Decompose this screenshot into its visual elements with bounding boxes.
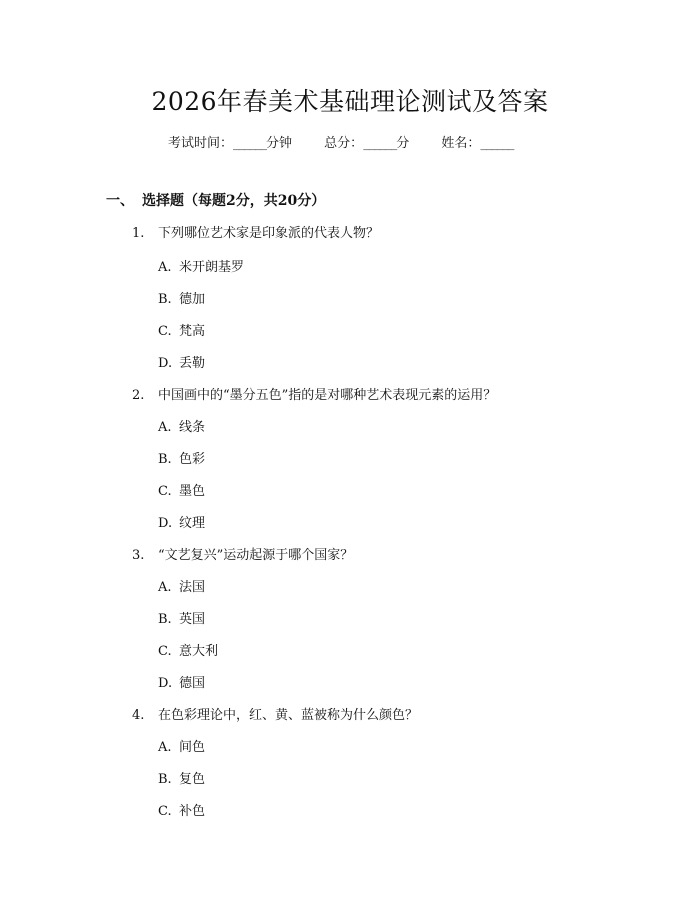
exam-time-unit: 分钟 bbox=[266, 136, 293, 151]
question-text: 下列哪位艺术家是印象派的代表人物？ bbox=[158, 226, 380, 241]
option-letter: A. bbox=[158, 580, 172, 595]
q1-option-a bbox=[158, 256, 244, 275]
question-number: 2. bbox=[132, 388, 145, 403]
q4-option-c bbox=[158, 800, 205, 819]
option-text: 德加 bbox=[179, 292, 206, 307]
option-text: 纹理 bbox=[179, 516, 206, 531]
option-text: 间色 bbox=[179, 740, 206, 755]
option-letter: B. bbox=[158, 772, 172, 787]
option-letter: A. bbox=[158, 260, 172, 275]
section-heading bbox=[106, 190, 325, 210]
total-score-blank: ______ bbox=[363, 136, 397, 151]
q3-option-a bbox=[158, 576, 205, 595]
exam-time bbox=[168, 136, 292, 151]
question-number: 3. bbox=[132, 548, 145, 563]
option-text: 色彩 bbox=[179, 452, 206, 467]
option-text: 补色 bbox=[179, 804, 206, 819]
q3-option-c bbox=[158, 640, 218, 659]
option-text: 米开朗基罗 bbox=[179, 260, 245, 275]
option-letter: D. bbox=[158, 356, 173, 371]
q1-option-c bbox=[158, 320, 205, 339]
option-text: 线条 bbox=[179, 420, 206, 435]
option-letter: B. bbox=[158, 292, 172, 307]
q2-option-d bbox=[158, 512, 205, 531]
exam-meta bbox=[168, 132, 541, 151]
option-text: 英国 bbox=[179, 612, 206, 627]
q4-option-b bbox=[158, 768, 205, 787]
option-text: 丢勒 bbox=[179, 356, 206, 371]
total-score-unit: 分 bbox=[396, 136, 410, 151]
option-text: 复色 bbox=[179, 772, 206, 787]
option-letter: A. bbox=[158, 420, 172, 435]
student-name-label: 姓名： bbox=[441, 136, 481, 151]
option-letter: C. bbox=[158, 804, 172, 819]
section-title: 选择题（每题2分，共20分） bbox=[142, 193, 326, 209]
question-text: 在色彩理论中，红、黄、蓝被称为什么颜色？ bbox=[158, 708, 419, 723]
question-1 bbox=[132, 222, 379, 241]
option-letter: D. bbox=[158, 516, 173, 531]
q2-option-a bbox=[158, 416, 205, 435]
question-number: 4. bbox=[132, 708, 145, 723]
option-letter: A. bbox=[158, 740, 172, 755]
q1-option-d bbox=[158, 352, 205, 371]
exam-time-blank: ______ bbox=[233, 136, 267, 151]
q3-option-d bbox=[158, 672, 205, 691]
student-name-blank: ______ bbox=[480, 136, 514, 151]
total-score-label: 总分： bbox=[324, 136, 364, 151]
q4-option-a bbox=[158, 736, 205, 755]
q2-option-b bbox=[158, 448, 205, 467]
question-3 bbox=[132, 544, 353, 563]
q1-option-b bbox=[158, 288, 205, 307]
question-number: 1. bbox=[132, 226, 145, 241]
exam-time-label: 考试时间： bbox=[168, 136, 234, 151]
q3-option-b bbox=[158, 608, 205, 627]
student-name bbox=[441, 136, 513, 151]
question-2 bbox=[132, 384, 496, 403]
option-letter: B. bbox=[158, 612, 172, 627]
section-number: 一、 bbox=[106, 193, 134, 209]
option-letter: D. bbox=[158, 676, 173, 691]
option-letter: C. bbox=[158, 644, 172, 659]
question-4 bbox=[132, 704, 418, 723]
question-text: “文艺复兴”运动起源于哪个国家？ bbox=[158, 548, 354, 563]
option-letter: C. bbox=[158, 484, 172, 499]
option-text: 意大利 bbox=[179, 644, 219, 659]
option-text: 德国 bbox=[179, 676, 206, 691]
q2-option-c bbox=[158, 480, 205, 499]
option-letter: C. bbox=[158, 324, 172, 339]
total-score bbox=[324, 136, 409, 151]
page-title: 2026年春美术基础理论测试及答案 bbox=[151, 87, 549, 116]
option-letter: B. bbox=[158, 452, 172, 467]
question-text: 中国画中的“墨分五色”指的是对哪种艺术表现元素的运用？ bbox=[158, 388, 497, 403]
option-text: 梵高 bbox=[179, 324, 206, 339]
option-text: 法国 bbox=[179, 580, 206, 595]
option-text: 墨色 bbox=[179, 484, 206, 499]
